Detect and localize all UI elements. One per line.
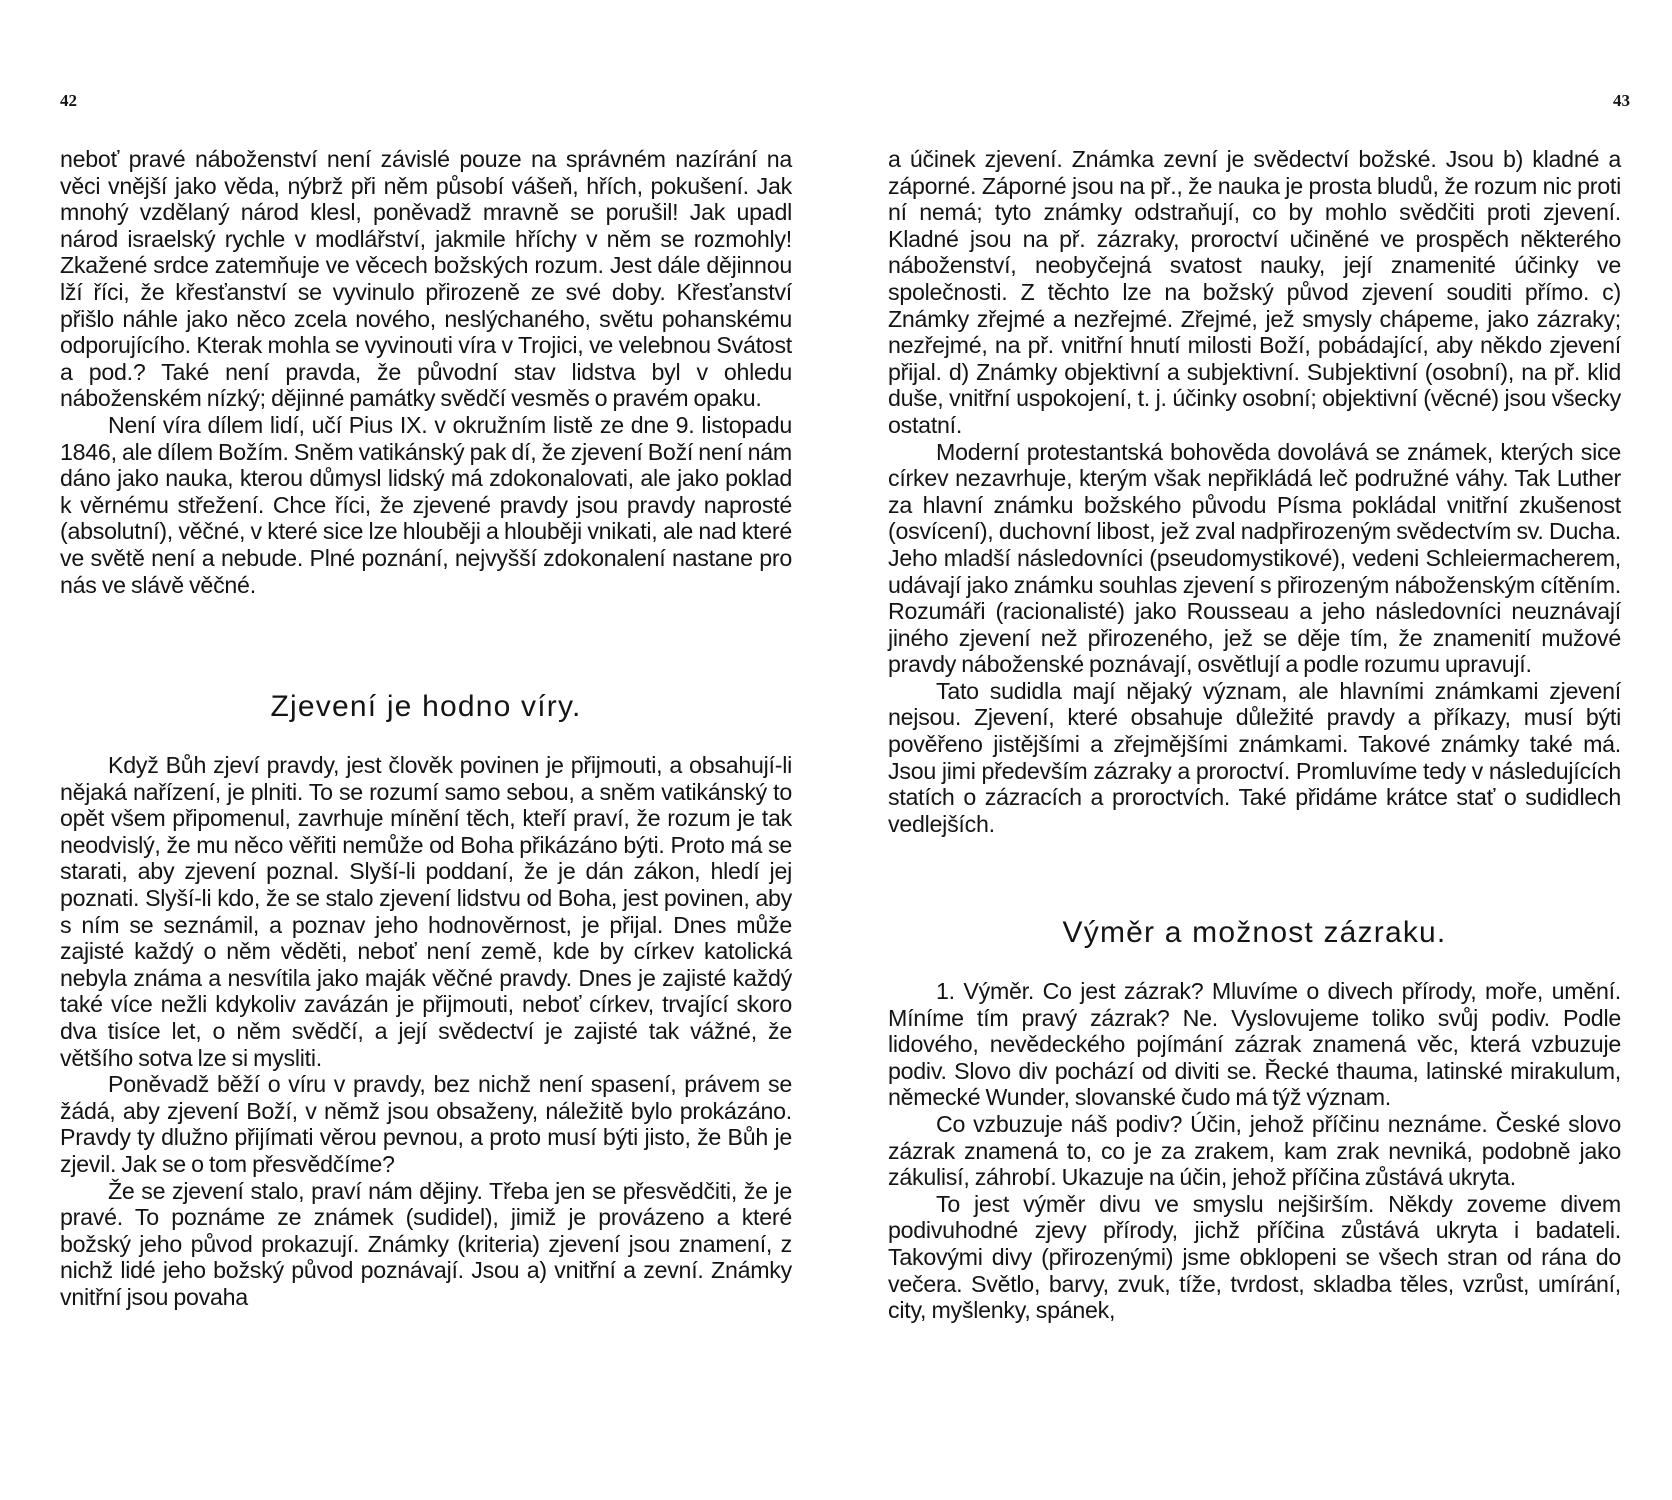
paragraph: To jest výměr divu ve smyslu nejširším. Někdy zoveme divem podivuhodné zjevy přírody, jichž příčina zůstává ukryta i badateli. Takovými divy (přirozenými) jsme obklopeni se všech stran od rána do večera. Světlo, barvy, zvuk, tíže, tvrdost, skladba těles, vzrůst, umírání, city, myšlenky, spánek, <box>888 1190 1621 1324</box>
page-number: 42 <box>60 91 77 110</box>
text-block <box>888 146 1621 837</box>
right-page <box>836 0 1672 1500</box>
paragraph: Když Bůh zjeví pravdy, jest člověk povinen je přijmouti, a obsahují-li nějaká nařízení, je plniti. To se rozumí samo sebou, a sněm vatikánský to opět všem připomenul, zavrhuje mínění těch, kteří praví, že rozum je tak neodvislý, že mu něco věřiti nemůže od Boha přikázáno býti. Proto má se starati, aby zjevení poznal. Slyší-li poddaní, že je dán zákon, hledí jej poznati. Slyší-li kdo, že se stalo zjevení lidstvu od Boha, jest povinen, aby s ním se seznámil, a poznav jeho hodnověrnost, je přijal. Dnes může zajisté každý o něm věděti, neboť není země, kde by církev katolická nebyla známa a nesvítila jako maják věčné pravdy. Dnes je zajisté každý také více nežli kdykoliv zavázán je přijmouti, neboť církev, trvající skoro dva tisíce let, o něm svědčí, a její svědectví je zajisté tak vážné, že většího sotva lze si mysliti. <box>60 752 792 1071</box>
section-heading: Zjevení je hodno víry. <box>270 690 582 723</box>
paragraph: a účinek zjevení. Známka zevní je svědectví božské. Jsou b) kladné a záporné. Záporné jsou na př., že nauka je prosta bludů, že rozum nic proti ní nemá; tyto známky odstraňují, co by mohlo svědčiti proti zjevení. Kladné jsou na př. zázraky, proroctví učiněné ve prospěch některého náboženství, neobyčejná svatost nauky, její znamenité účinky ve společnosti. Z těchto lze na božský původ zjevení souditi přímo. c) Známky zřejmé a nezřejmé. Zřejmé, jež smysly chápeme, jako zázraky; nezřejmé, na př. vnitřní hnutí milosti Boží, pobádající, aby někdo zjevení přijal. d) Známky objektivní a subjektivní. Subjektivní (osobní), na př. klid duše, vnitřní uspokojení, t. j. účinky osobní; objektivní (věcné) jsou všecky ostatní. <box>888 146 1621 438</box>
paragraph: neboť pravé náboženství není závislé pouze na správném nazírání na věci vnější jako věda, nýbrž při něm působí vášeň, hřích, pokušení. Jak mnohý vzdělaný národ klesl, poněvadž mravně se porušil! Jak upadl národ israelský rychle v modlářství, jakmile hříchy v něm se rozmohly! Zkažené srdce zatemňuje ve věcech božských rozum. Jest dále dějinnou lží říci, že křesťanství se vyvinulo přirozeně ze své doby. Křesťanství přišlo náhle jako něco zcela nového, neslýchaného, světu pohanskému odporujícího. Kterak mohla se vyvinouti víra v Trojici, ve velebnou Svátost a pod.? Také není pravda, že původní stav lidstva byl v ohledu náboženském nízký; dějinné památky svědčí vesměs o pravém opaku. <box>60 146 792 412</box>
text-block <box>60 752 792 1310</box>
paragraph: Že se zjevení stalo, praví nám dějiny. Třeba jen se přesvědčiti, že je pravé. To poznáme ze známek (sudidel), jimiž je provázeno a které božský jeho původ prokazují. Známky (kriteria) zjevení jsou znamení, z nichž lidé jeho božský původ poznávají. Jsou a) vnitřní a zevní. Známky vnitřní jsou povaha <box>60 1177 792 1310</box>
text-block <box>888 978 1621 1324</box>
paragraph: Poněvadž běží o víru v pravdy, bez nichž není spasení, právem se žádá, aby zjevení Boží, v němž jsou obsaženy, náležitě bylo prokázáno. Pravdy ty dlužno přijímati věrou pevnou, a proto musí býti jisto, že Bůh je zjevil. Jak se o tom přesvědčíme? <box>60 1071 792 1177</box>
paragraph: Co vzbuzuje náš podiv? Účin, jehož příčinu neznáme. České slovo zázrak znamená to, co je za zrakem, kam zrak nevniká, podobně jako zákulisí, záhrobí. Ukazuje na účin, jehož příčina zůstává ukryta. <box>888 1110 1621 1191</box>
paragraph: Tato sudidla mají nějaký význam, ale hlavními známkami zjevení nejsou. Zjevení, které obsahuje důležité pravdy a příkazy, musí býti pověřeno jistějšími a zřejmějšími známkami. Takové známky také má. Jsou jimi především zázraky a proroctví. Promluvíme tedy v následujících statích o zázracích a proroctvích. Také přidáme krátce stať o sudidlech vedlejších. <box>888 677 1621 837</box>
paragraph: Není víra dílem lidí, učí Pius IX. v okružním listě ze dne 9. listopadu 1846, ale dílem Božím. Sněm vatikánský pak dí, že zjevení Boží není nám dáno jako nauka, kterou důmysl lidský má zdokonalovati, ale jako poklad k věrnému střežení. Chce říci, že zjevené pravdy jsou pravdy naprosté (absolutní), věčné, v které sice lze hlouběji a hlouběji vnikati, ale nad které ve světě není a nebude. Plné poznání, nejvyšší zdokonalení nastane pro nás ve slávě věčné. <box>60 411 792 598</box>
text-block <box>60 146 792 598</box>
page-number: 43 <box>1613 91 1630 110</box>
section-heading: Výměr a možnost zázraku. <box>1062 916 1447 949</box>
paragraph: 1. Výměr. Co jest zázrak? Mluvíme o divech přírody, moře, umění. Míníme tím pravý zázrak? Ne. Vyslovujeme toliko svůj podiv. Podle lidového, nevědeckého pojímání zázrak znamená věc, která vzbuzuje podiv. Slovo div pochází od diviti se. Řecké thauma, latinské mirakulum, německé Wunder, slovanské čudo má týž význam. <box>888 978 1621 1111</box>
paragraph: Moderní protestantská bohověda dovolává se známek, kterých sice církev nezavrhuje, kterým však nepřikládá leč podružné váhy. Tak Luther za hlavní známku božského původu Písma pokládal vnitřní zkušenost (osvícení), duchovní libost, jež zval nadpřirozeným svědectvím sv. Ducha. Jeho mladší následovníci (pseudomystikové), vedeni Schleiermacherem, udávají jako známku souhlas zjevení s přirozeným náboženským cítěním. Rozumáři (racionalisté) jako Rousseau a jeho následovníci neuznávají jiného zjevení než přirozeného, jež se děje tím, že znamenití mužové pravdy náboženské poznávají, osvětlují a podle rozumu upravují. <box>888 438 1621 678</box>
